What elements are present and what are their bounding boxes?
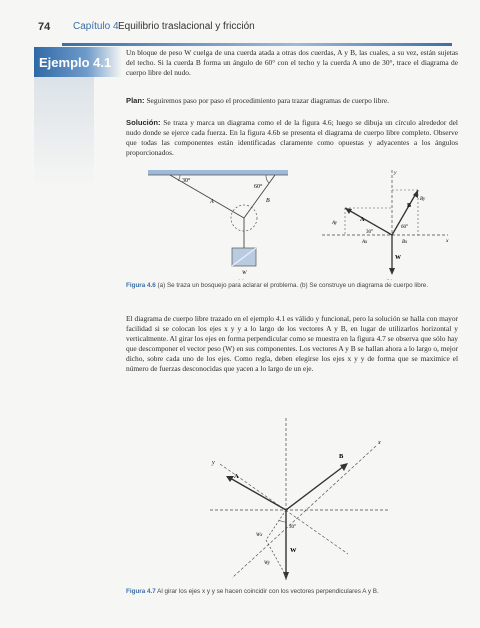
example-badge: Ejemplo 4.1	[34, 47, 122, 77]
ceiling-bar	[148, 170, 288, 175]
fig47-caption-text: Al girar los ejes x y y se hacen coincidir con los vectores perpendiculares A y B.	[157, 588, 379, 595]
plan-text: Seguiremos paso por paso el procedimiento para trazar diagramas de cuerpo libre.	[146, 96, 390, 105]
fbd-w-label: W	[395, 255, 401, 261]
fbd-60-label: 60°	[401, 225, 408, 230]
solution-label: Solución:	[126, 118, 161, 127]
chapter-title: Equilibrio traslacional y fricción	[118, 21, 255, 32]
fig47-caption-label: Figura 4.7	[126, 588, 156, 595]
angle-30-label: 30°	[182, 178, 191, 184]
page-number: 74	[38, 21, 51, 33]
solution-text: Se traza y marca un diagrama como el de la figura 4.6; luego se dibuja un círculo alrededor del nudo donde se ejerce cada fuerza. En la figura 4.6b se presenta el diagrama de cuerpo libre completo. Observe que todas las componentes están identificadas claramente como opuestas y adyacentes a los ángulos proporcionados.	[126, 118, 458, 158]
fbd-x-label: x	[446, 238, 449, 244]
fig47-angle-arc	[279, 520, 286, 522]
fig47-wy-label: Wy	[264, 561, 270, 566]
plan-paragraph	[126, 96, 458, 106]
solution-paragraph	[126, 118, 458, 158]
fbd-by-label: By	[420, 197, 426, 202]
weight-label: W	[242, 270, 247, 276]
fig47-b-label: B	[339, 453, 344, 460]
body-paragraph: El diagrama de cuerpo libre trazado en el ejemplo 4.1 es válido y funcional, pero la solución se halla con mayor facilidad si se colocan los ejes x y y a lo largo de los vectores A y B, en lugar de utilizarlos horizontal y verticalmente. Al girar los ejes en forma perpendicular como se muestra en la figura 4.7 se observa que sólo hay que descomponer el vector peso (W) en sus componentes. Los vectores A y B se hallan ahora a lo largo o, mejor dicho, sobre cada uno de los ejes. Como regla, deben elegirse los ejes x y y de forma que se maximice el número de fuerzas desconocidas que yacen a lo largo de un eje.	[126, 314, 458, 374]
fig47-w-label: W	[290, 547, 297, 554]
fbd-30-label: 30°	[366, 230, 373, 235]
angle-arc-60	[266, 175, 269, 183]
fig47-a-label: A	[234, 473, 239, 480]
fbd-bx-label: Bx	[402, 240, 408, 245]
fig46-label-a	[238, 278, 244, 280]
fig47-wx-label: Wx	[256, 533, 263, 538]
rope-b	[244, 175, 275, 218]
plan-label: Plan:	[126, 96, 145, 105]
angle-60-label: 60°	[254, 184, 263, 190]
fbd-b-label: B	[407, 203, 412, 209]
figure-4-6	[126, 160, 458, 280]
example-rule	[62, 43, 452, 46]
fig47-vector-a	[230, 478, 286, 510]
figure-4-6-caption	[126, 281, 458, 290]
fig46-label-b	[386, 278, 393, 280]
rope-a-label: A	[210, 199, 214, 205]
fbd-a-label: A	[360, 217, 365, 223]
figure-4-7	[126, 408, 458, 586]
fig47-vector-b	[286, 466, 344, 510]
fig46-caption-text: (a) Se traza un bosquejo para aclarar el problema. (b) Se construye un diagrama de cuerpo libre.	[157, 282, 429, 289]
fig47-angle-label: 30°	[289, 525, 296, 530]
rope-b-label: B	[266, 198, 270, 204]
example-statement: Un bloque de peso W cuelga de una cuerda atada a otras dos cuerdas, A y B, las cuales, a su vez, están sujetas del techo. Si la cuerda B forma un ángulo de 60° con el techo y la cuerda A uno de 30°, trace el diagrama de cuerpo libre del nudo.	[126, 48, 458, 78]
banner-shadow	[34, 77, 94, 187]
fig47-arrow-b	[340, 463, 348, 471]
fbd-arrow-w	[389, 268, 395, 275]
fig47-wx-line	[266, 510, 286, 540]
fig47-wy-line	[266, 540, 286, 576]
fig47-x-label: x	[378, 440, 381, 446]
fbd-ax-label: Ax	[362, 240, 368, 245]
fig47-y-label: y	[212, 460, 215, 466]
figure-4-7-caption	[126, 587, 458, 596]
fig47-axis-x	[232, 446, 376, 578]
fbd-ay-label: Ay	[332, 221, 337, 226]
fbd-y-label: y	[394, 170, 397, 176]
fig46-caption-label: Figura 4.6	[126, 282, 156, 289]
chapter-label: Capítulo 4	[73, 21, 119, 32]
